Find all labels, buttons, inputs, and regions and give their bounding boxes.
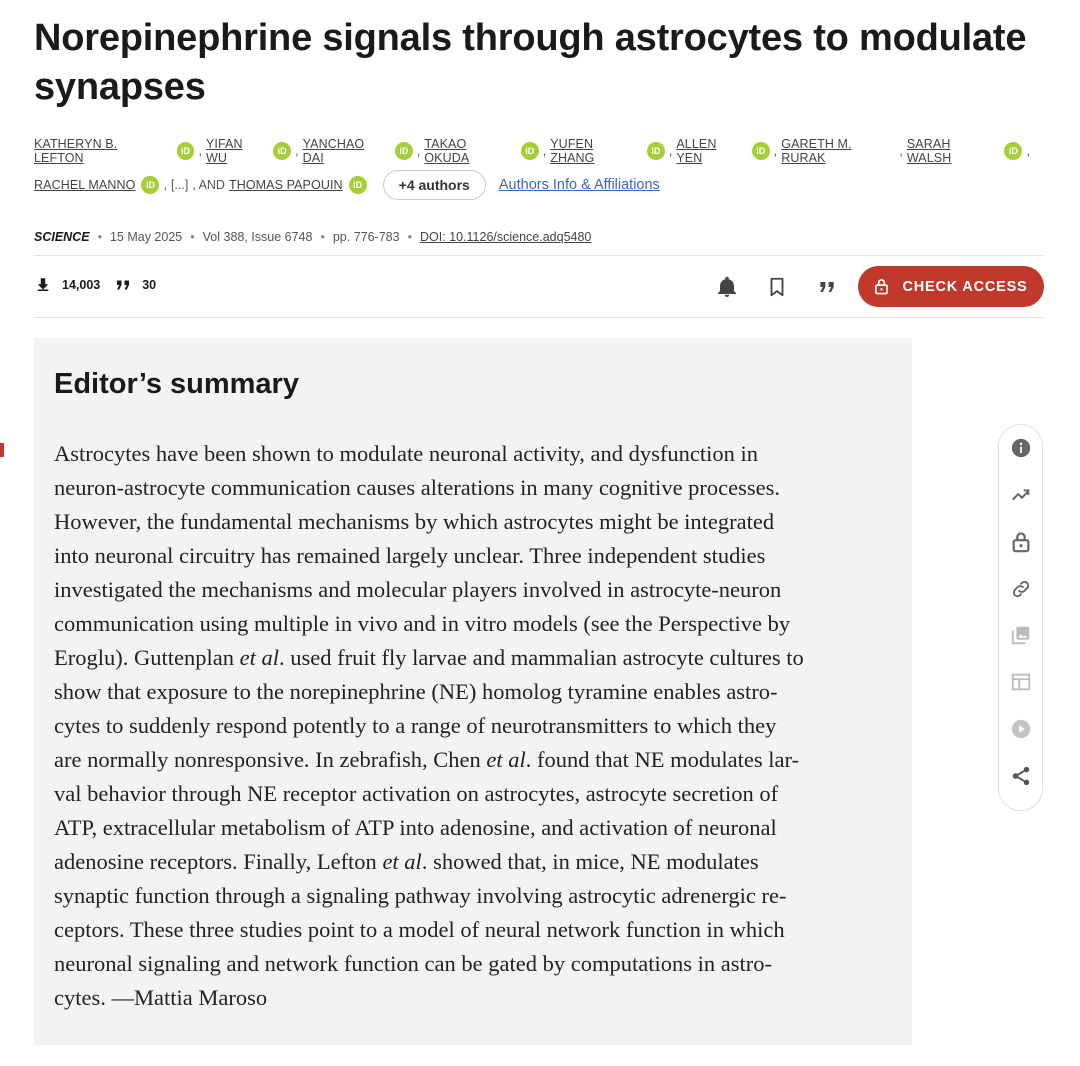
divider [34,317,1043,318]
cite-icon[interactable] [812,267,842,307]
orcid-icon[interactable]: iD [752,142,770,160]
divider [34,255,1043,256]
author-link[interactable]: RACHEL MANNO [34,178,136,192]
article-metrics [34,276,170,294]
summary-line: show that exposure to the norepinephrine (NE) homolog tyramine enables astro- [54,679,778,704]
more-authors-button[interactable]: +4 authors [383,170,486,200]
author-separator: , [1026,144,1030,158]
author-separator: , [198,144,202,158]
share-icon[interactable] [1007,763,1035,789]
table-icon[interactable] [1007,669,1035,695]
article-title [34,14,1044,112]
author-link[interactable]: YUFEN ZHANG [550,137,595,165]
summary-line: adenosine receptors. Finally, Lefton et al. showed that, in mice, NE modulates [54,849,759,874]
download-icon [34,276,52,294]
orcid-icon[interactable]: iD [177,142,195,160]
author-separator: , [899,144,903,158]
check-access-label: CHECK ACCESS [902,278,1028,295]
orcid-icon[interactable]: iD [395,142,413,160]
author-link[interactable]: YIFAN WU [205,137,243,165]
meta-separator: • [320,230,325,244]
author-ellipsis[interactable]: [...] [170,178,189,192]
summary-line: into neuronal circuitry has remained largely unclear. Three independent studies [54,543,766,568]
author-link[interactable]: YANCHAO DAI [302,137,365,165]
author-link[interactable]: SARAH WALSH [906,137,952,165]
article-actions [712,266,1044,307]
journal-name[interactable]: SCIENCE [34,230,90,244]
bell-icon[interactable] [712,267,742,307]
author-separator: , [163,178,167,192]
summary-line: cytes to suddenly respond potently to a range of neurotransmitters to which they [54,713,777,738]
author-separator: , [295,144,299,158]
publication-meta [34,230,591,244]
images-icon[interactable] [1007,623,1035,649]
author-separator: , [668,144,673,158]
citation-count: 30 [142,278,157,292]
summary-line: Astrocytes have been shown to modulate neuronal activity, and dysfunction in [54,441,758,466]
meta-separator: • [407,230,412,244]
author-link[interactable]: ALLEN YEN [676,137,717,165]
summary-line: synaptic function through a signaling pathway involving astrocytic adrenergic re- [54,883,787,908]
scroll-position-marker [0,443,4,457]
summary-line: neuron-astrocyte communication causes alterations in many cognitive processes. [54,475,781,500]
unlock-icon[interactable] [1007,529,1035,555]
summary-line: cytes. —Mattia Maroso [54,985,268,1010]
publication-date: 15 May 2025 [109,230,183,244]
summary-line: val behavior through NE receptor activation on astrocytes, astrocyte secretion of [54,781,779,806]
editors-summary-text [54,437,899,1015]
editors-summary-heading: Editor’s summary [54,368,299,400]
play-icon[interactable] [1007,716,1035,742]
page-range: pp. 776-783 [332,230,400,244]
bookmark-icon[interactable] [762,267,792,307]
summary-line: ceptors. These three studies point to a model of neural network function in which [54,917,785,942]
author-list-line-1 [34,138,1034,164]
orcid-icon[interactable]: iD [273,142,291,160]
author-list [34,138,1034,198]
summary-line: However, the fundamental mechanisms by which astrocytes might be integrated [54,509,775,534]
summary-line: investigated the mechanisms and molecular players involved in astrocyte-neuron [54,577,782,602]
summary-line: Eroglu). Guttenplan et al. used fruit fly larvae and mammalian astrocyte cultures to [54,645,804,670]
link-icon[interactable] [1007,576,1035,602]
orcid-icon[interactable]: iD [141,176,159,194]
doi-link[interactable]: DOI: 10.1126/science.adq5480 [419,230,592,244]
author-link[interactable]: TAKAO OKUDA [424,137,470,165]
author-link[interactable]: GARETH M. RURAK [781,137,852,165]
lock-icon [874,278,889,295]
author-separator: , [773,144,778,158]
download-count: 14,003 [62,278,101,292]
trending-icon[interactable] [1007,482,1035,508]
summary-line: communication using multiple in vivo and in vitro models (see the Perspective by [54,611,791,636]
article-title-line-1: Norepinephrine signals through astrocytes to modulate [34,17,1027,59]
orcid-icon[interactable]: iD [647,142,665,160]
summary-line: neuronal signaling and network function can be gated by computations in astro- [54,951,772,976]
meta-separator: • [190,230,195,244]
summary-line: ATP, extracellular metabolism of ATP into adenosine, and activation of neuronal [54,815,777,840]
article-title-line-2: synapses [34,66,206,108]
author-and: , AND [192,178,225,192]
volume-issue[interactable]: Vol 388, Issue 6748 [202,230,313,244]
orcid-icon[interactable]: iD [1004,142,1022,160]
author-link[interactable]: THOMAS PAPOUIN [228,178,343,192]
summary-line: are normally nonresponsive. In zebrafish, Chen et al. found that NE modulates lar- [54,747,799,772]
meta-separator: • [97,230,102,244]
article-side-toolbar [998,424,1043,811]
author-separator: , [542,144,547,158]
author-link[interactable]: KATHERYN B. LEFTON [34,137,118,165]
orcid-icon[interactable]: iD [349,176,367,194]
orcid-icon[interactable]: iD [521,142,539,160]
authors-affiliations-link[interactable]: Authors Info & Affiliations [498,177,660,193]
info-icon[interactable] [1007,435,1035,461]
author-list-line-2 [34,172,1034,198]
check-access-button[interactable] [858,266,1044,307]
author-separator: , [416,144,421,158]
editors-summary [34,338,912,1045]
citation-icon [114,276,132,294]
